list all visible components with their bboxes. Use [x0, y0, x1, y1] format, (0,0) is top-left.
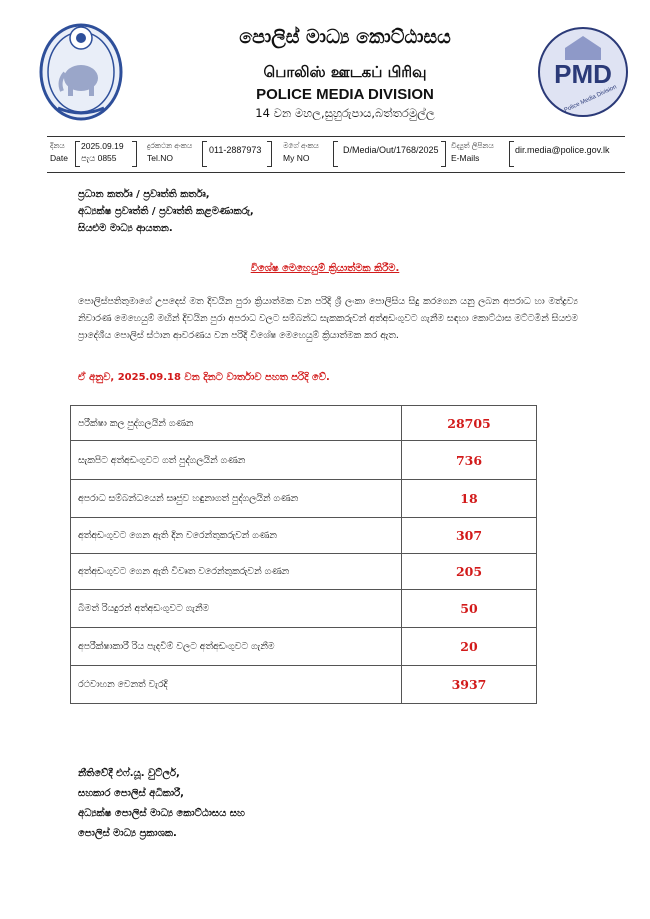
- row-label: අත්අඩංගුවට ගෙන ඇති විවෘත වරෙන්තුකරුවන් ගණන: [71, 554, 402, 590]
- pmd-logo-text: PMD: [554, 59, 612, 89]
- row-value: 205: [402, 554, 537, 590]
- row-value: 28705: [402, 406, 537, 441]
- row-value: 18: [402, 480, 537, 518]
- date-label: දිනය Date: [50, 141, 68, 163]
- email-value[interactable]: dir.media@police.gov.lk: [515, 145, 610, 155]
- signature-line: අධ්‍යක්ෂ පොලිස් මාධ්‍ය කොට්ඨාසය සහ: [78, 808, 245, 819]
- row-label: අත්අඩංගුවට ගෙන ඇති දින වරෙන්තුකරුවන් ගණන: [71, 518, 402, 554]
- table-row: [71, 590, 537, 628]
- addressee-line: සියළුම මාධ්‍ය ආයතන.: [78, 223, 173, 234]
- row-value: 736: [402, 441, 537, 480]
- report-intro: ඒ අනුව, 2025.09.18 වන දිනට වාර්තාව පහත පරිදි වේ.: [78, 372, 330, 383]
- row-label: බීමත් රියදුරන් අත්අඩංගුවට ගැනීම: [71, 590, 402, 628]
- row-value: 20: [402, 628, 537, 666]
- table-row: [71, 518, 537, 554]
- addressee-line: ප්‍රධාන කර්තෘ / ප්‍රවෘත්ති කර්තෘ,: [78, 189, 210, 200]
- myno-value: D/Media/Out/1768/2025: [343, 145, 439, 155]
- signature-line: නීතිවේදී එෆ්.යූ. වුට්ලර්,: [78, 768, 180, 779]
- subject-heading: විශේෂ මෙහෙයුම් ක්‍රියාත්මක කිරීම.: [250, 263, 400, 274]
- tel-value: 011-2887973: [209, 145, 262, 155]
- table-row: [71, 666, 537, 704]
- statistics-table: [70, 405, 537, 704]
- row-label: පරීක්ෂා කල පුද්ගලයින් ගණන: [71, 406, 402, 441]
- row-label: අපරීක්ෂාකාරී රිය පැදවීම් වලට අත්අඩංගුවට ගැනීම: [71, 628, 402, 666]
- signature-line: සහකාර පොලිස් අධිකාරී,: [78, 788, 184, 799]
- myno-label: මගේ අංකය My NO: [283, 141, 319, 163]
- row-value: 3937: [402, 666, 537, 704]
- row-value: 50: [402, 590, 537, 628]
- title-tamil: பொலிஸ் ஊடகப் பிரிவு: [263, 63, 427, 81]
- row-label: සැකපිට අත්අඩංගුවට ගත් පුද්ගලයින් ගණන: [71, 441, 402, 480]
- email-label: විද්‍යුත් ලිපිනය E-Mails: [451, 141, 494, 163]
- table-row: [71, 480, 537, 518]
- body-paragraph: පොලිස්පතිතුමාගේ උපදෙස් මත දිවයින පුරා ක්‍රියාත්මක වන පරිදි ශ්‍රී ලංකා පොලිසිය සිදු කරගෙන යනු ලබන අපරාධ හා මත්ද්‍රව්‍ය නිවාරණ මෙහෙයුම් මඟින් දිවයින පුරා අපරාධ වලට සම්බන්ධ සැකකරුවන් අත්අඩංගුවට ගැනීම සඳහා කොට්ඨාස මට්ටමින් සියළුම ප්‍රාදේශීය පොලිස් ස්ථාන ආවරණය වන පරිදි විශේෂ මෙහෙයුම් ක්‍රියාත්මක කර ඇත.: [78, 296, 578, 341]
- table-row: [71, 628, 537, 666]
- table-row: [71, 554, 537, 590]
- row-value: 307: [402, 518, 537, 554]
- office-address: 14 වන මහල,සුහුරුපාය,බත්තරමුල්ල: [255, 106, 435, 120]
- date-value: 2025.09.19 පැය 0855: [81, 141, 124, 163]
- pmd-logo-icon: [535, 26, 631, 118]
- row-label: රථවාහන වෙනත් වැරදි: [71, 666, 402, 704]
- reference-strip: [47, 136, 625, 173]
- police-crest-icon: [38, 18, 124, 122]
- title-english: POLICE MEDIA DIVISION: [256, 86, 434, 103]
- table-row: [71, 441, 537, 480]
- addressee-block: [78, 186, 254, 237]
- signature-block: [78, 764, 245, 844]
- table-row: [71, 406, 537, 441]
- row-label: අපරාධ සම්බන්ධයෙන් සෘජුව හඳුනාගත් පුද්ගලයින් ගණන: [71, 480, 402, 518]
- addressee-line: අධ්‍යක්ෂ ප්‍රවෘත්ති / ප්‍රවෘත්ති කළමණාකරු,: [78, 206, 254, 217]
- pmd-logo-caption: Police Media Division: [563, 84, 618, 114]
- tel-label: දුරකථන අංකය Tel.NO: [147, 141, 193, 163]
- title-sinhala: පොලිස් මාධ්‍ය කොට්ඨාසය: [239, 26, 451, 48]
- signature-line: පොලිස් මාධ්‍ය ප්‍රකාශක.: [78, 828, 177, 839]
